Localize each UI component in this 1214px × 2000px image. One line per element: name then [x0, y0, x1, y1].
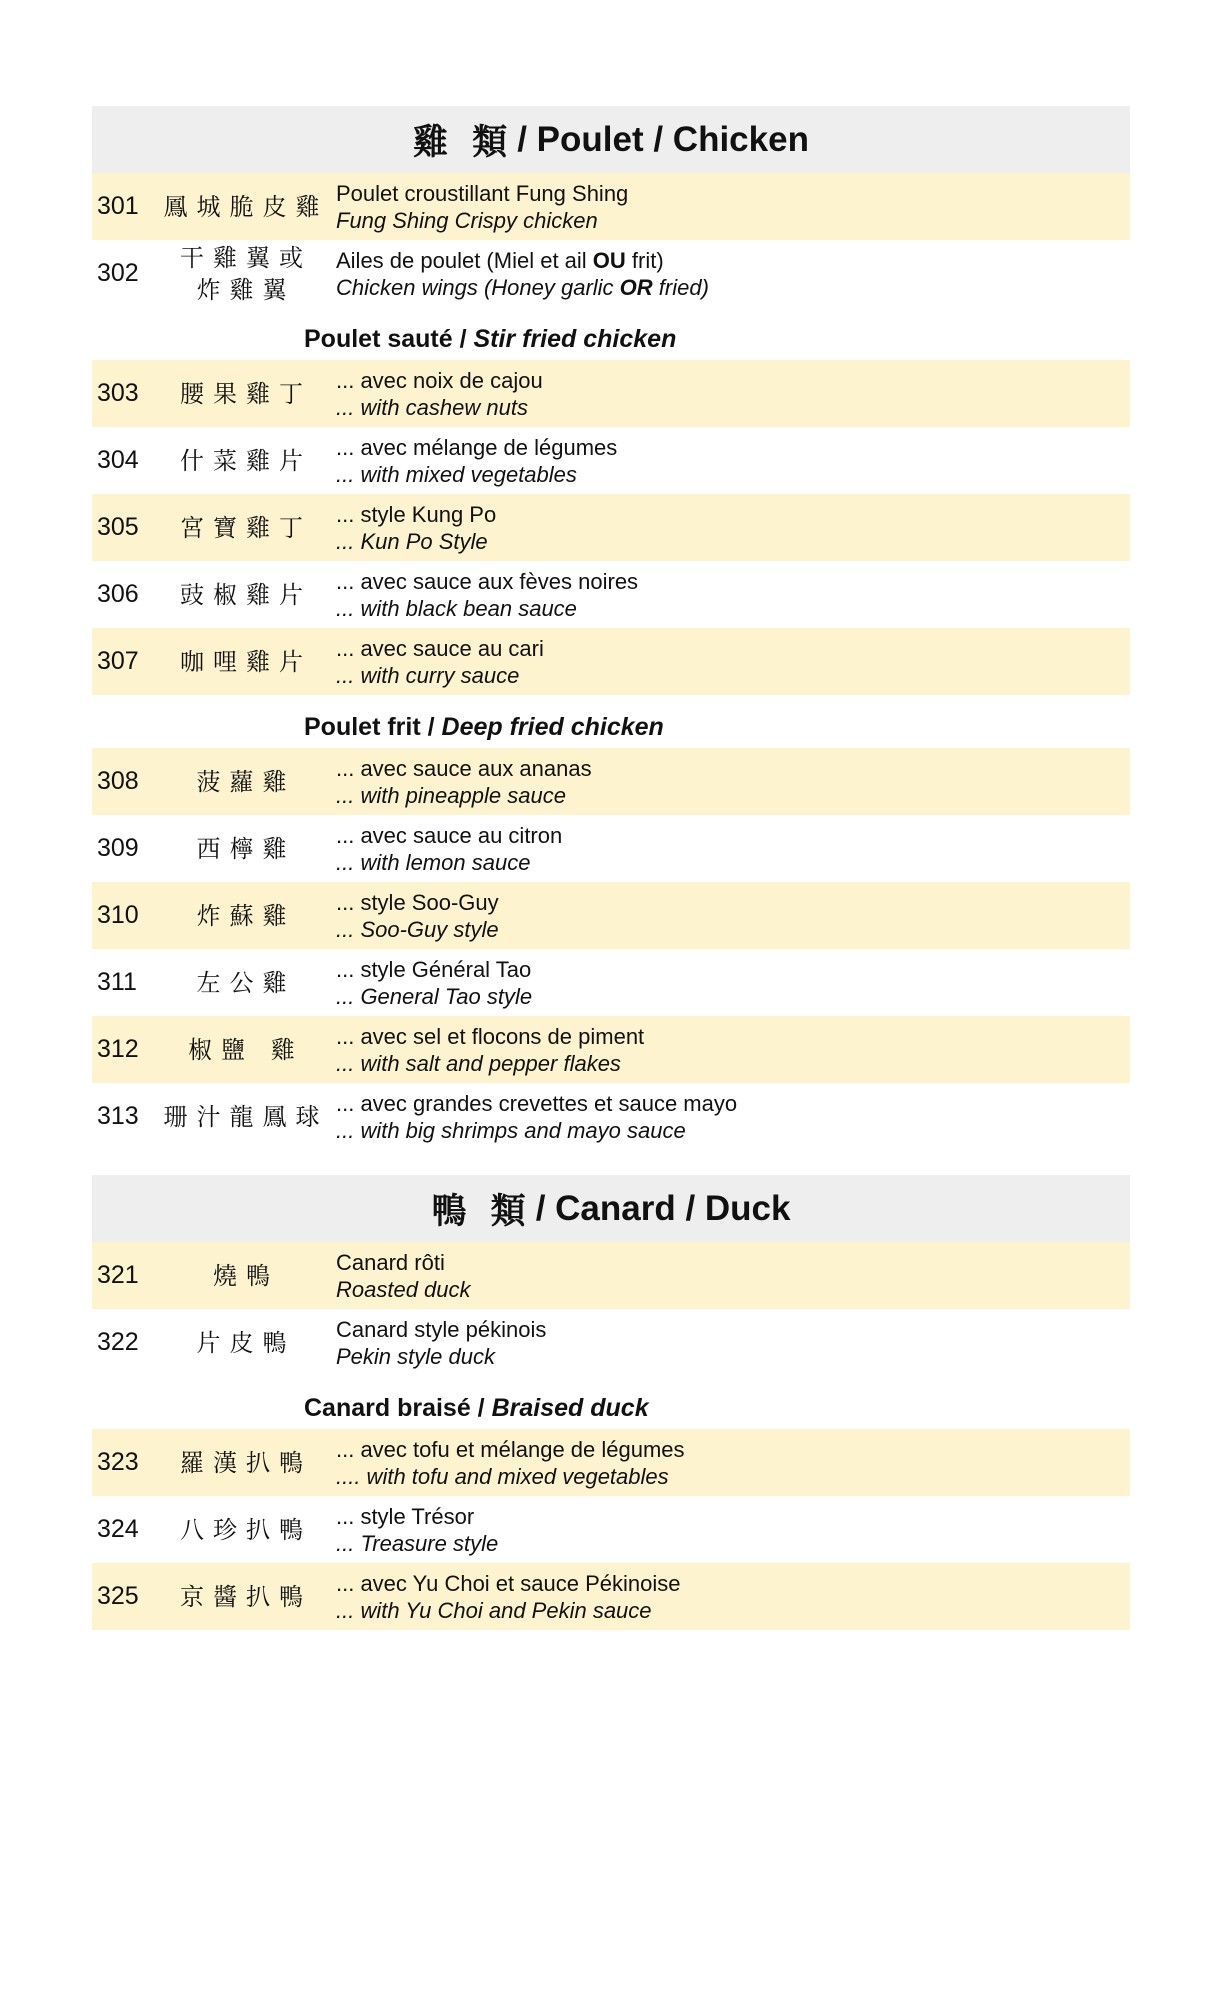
- menu-item-305: [92, 494, 1130, 561]
- menu-item-322: [92, 1309, 1130, 1376]
- item-name-zh: 椒鹽 雞: [188, 1035, 304, 1064]
- menu-item-304: [92, 427, 1130, 494]
- item-name-zh: 珊汁龍鳳球: [163, 1102, 329, 1131]
- item-number: 302: [97, 259, 139, 287]
- braised-duck-list: [92, 1429, 1130, 1630]
- subheader-fr: Canard braisé /: [304, 1394, 485, 1422]
- menu-item-311: [92, 949, 1130, 1016]
- menu-item-324: [92, 1496, 1130, 1563]
- item-name-zh: 咖哩雞片: [180, 647, 312, 676]
- item-name-zh: 左公雞: [196, 968, 296, 997]
- item-name-en: Roasted duck: [336, 1276, 471, 1302]
- item-name-fr: ... avec mélange de légumes: [336, 434, 618, 460]
- item-name-zh: 腰果雞丁: [180, 379, 312, 408]
- item-number: 305: [97, 513, 139, 541]
- item-name-fr: ... avec noix de cajou: [336, 367, 543, 393]
- menu-item-325: [92, 1563, 1130, 1630]
- item-description: [333, 635, 1130, 689]
- item-name-zh: [159, 242, 333, 306]
- section-title: / Poulet / Chicken: [517, 119, 809, 159]
- item-name-en: ... with big shrimps and mayo sauce: [336, 1117, 686, 1143]
- subheader-fr: Poulet frit /: [304, 713, 435, 741]
- item-description: [333, 822, 1130, 876]
- item-name-en: ... with Yu Choi and Pekin sauce: [336, 1597, 652, 1623]
- item-name-en: .... with tofu and mixed vegetables: [336, 1463, 669, 1489]
- deep-fried-list: [92, 748, 1130, 1150]
- item-description: [333, 1570, 1130, 1624]
- item-name-zh: 羅漢扒鴨: [180, 1448, 312, 1477]
- item-number: 321: [97, 1261, 139, 1289]
- section-title: / Canard / Duck: [535, 1188, 791, 1228]
- item-number: 308: [97, 767, 139, 795]
- subheader-stir-fried: [92, 307, 1130, 360]
- item-name-en: ... with lemon sauce: [336, 849, 531, 875]
- item-name-fr: ... style Trésor: [336, 1503, 475, 1529]
- section-header-duck: [92, 1175, 1130, 1242]
- item-name-en: ... with cashew nuts: [336, 394, 528, 420]
- stir-fried-list: [92, 360, 1130, 695]
- item-description: [333, 180, 1130, 234]
- item-description: [333, 1023, 1130, 1077]
- item-name-zh: 片皮鴨: [196, 1328, 296, 1357]
- item-name-en: Pekin style duck: [336, 1343, 495, 1369]
- item-name-zh-line2: 炸雞翼: [196, 275, 296, 304]
- item-name-zh: 豉椒雞片: [180, 580, 312, 609]
- item-number: 312: [97, 1035, 139, 1063]
- item-name-zh: 京醬扒鴨: [180, 1582, 312, 1611]
- item-name-zh: 八珍扒鴨: [180, 1515, 312, 1544]
- item-description: [333, 434, 1130, 488]
- item-name-fr: ... avec sauce aux fèves noires: [336, 568, 639, 594]
- item-name-en: Fung Shing Crispy chicken: [336, 207, 598, 233]
- menu-item-303: [92, 360, 1130, 427]
- item-number: 310: [97, 901, 139, 929]
- section-title-zh: 鴨 類: [431, 1191, 532, 1232]
- item-name-fr: Poulet croustillant Fung Shing: [336, 180, 629, 206]
- section-title-zh: 雞 類: [413, 122, 514, 163]
- subheader-fr: Poulet sauté /: [304, 325, 467, 353]
- item-name-fr: ... avec sauce au citron: [336, 822, 563, 848]
- item-name-en: ... with pineapple sauce: [336, 782, 566, 808]
- item-name-fr: ... style Général Tao: [336, 956, 532, 982]
- item-description: [333, 247, 1130, 301]
- item-name-fr: ... avec sel et flocons de piment: [336, 1023, 645, 1049]
- menu-item-301: [92, 173, 1130, 240]
- item-name-en: ... Treasure style: [336, 1530, 499, 1556]
- item-description: [333, 755, 1130, 809]
- item-description: [333, 1249, 1130, 1303]
- menu-item-310: [92, 882, 1130, 949]
- item-number: 311: [97, 968, 137, 996]
- item-name-zh-line1: 干雞翼或: [180, 243, 312, 272]
- item-number: 322: [97, 1328, 139, 1356]
- item-number: 313: [97, 1102, 139, 1130]
- duck-list: [92, 1242, 1130, 1376]
- item-description: [333, 956, 1130, 1010]
- item-name-en: ... with curry sauce: [336, 662, 520, 688]
- item-number: 303: [97, 379, 139, 407]
- item-name-zh: 菠蘿雞: [196, 767, 296, 796]
- item-name-fr: Canard rôti: [336, 1249, 445, 1275]
- item-name-zh: 什菜雞片: [180, 446, 312, 475]
- item-name-fr: ... avec Yu Choi et sauce Pékinoise: [336, 1570, 681, 1596]
- menu-item-312: [92, 1016, 1130, 1083]
- item-name-en: ... Kun Po Style: [336, 528, 488, 554]
- subheader-en: Braised duck: [491, 1394, 649, 1422]
- item-name-zh: 鳳城脆皮雞: [163, 192, 329, 221]
- subheader-deep-fried: [92, 695, 1130, 748]
- item-name-fr: ... style Kung Po: [336, 501, 497, 527]
- item-description: [333, 568, 1130, 622]
- subheader-braised: [92, 1376, 1130, 1429]
- item-name-en: ... with mixed vegetables: [336, 461, 577, 487]
- item-number: 307: [97, 647, 139, 675]
- menu-item-309: [92, 815, 1130, 882]
- item-number: 304: [97, 446, 139, 474]
- menu-item-323: [92, 1429, 1130, 1496]
- section-header-chicken: [92, 106, 1130, 173]
- item-name-zh: 炸蘇雞: [196, 901, 296, 930]
- item-name-fr-emphasis: OU: [592, 247, 626, 273]
- item-name-fr: ... avec tofu et mélange de légumes: [336, 1436, 685, 1462]
- item-name-zh: 燒鴨: [213, 1261, 279, 1290]
- menu-item-306: [92, 561, 1130, 628]
- item-name-en-part: Chicken wings (Honey garlic: [336, 274, 620, 300]
- item-name-en: ... Soo-Guy style: [336, 916, 499, 942]
- menu-page: [92, 106, 1130, 1630]
- item-number: 309: [97, 834, 139, 862]
- subheader-en: Stir fried chicken: [473, 325, 677, 353]
- menu-item-321: [92, 1242, 1130, 1309]
- item-name-en: ... General Tao style: [336, 983, 533, 1009]
- item-name-fr: [336, 247, 1130, 274]
- section-gap: [92, 1150, 1130, 1175]
- menu-item-308: [92, 748, 1130, 815]
- item-name-fr: ... style Soo-Guy: [336, 889, 499, 915]
- item-description: [333, 1436, 1130, 1490]
- item-name-zh: 西檸雞: [196, 834, 296, 863]
- item-number: 324: [97, 1515, 139, 1543]
- item-description: [333, 1316, 1130, 1370]
- subheader-en: Deep fried chicken: [441, 713, 664, 741]
- item-name-fr-part: Ailes de poulet (Miel et ail: [336, 247, 593, 273]
- item-name-fr: Canard style pékinois: [336, 1316, 547, 1342]
- item-name-en: ... with black bean sauce: [336, 595, 577, 621]
- item-number: 325: [97, 1582, 139, 1610]
- item-number: 306: [97, 580, 139, 608]
- item-description: [333, 501, 1130, 555]
- item-description: [333, 1090, 1130, 1144]
- item-name-zh: 宮寶雞丁: [180, 513, 312, 542]
- item-name-fr: ... avec grandes crevettes et sauce mayo: [336, 1090, 738, 1116]
- item-description: [333, 1503, 1130, 1557]
- menu-item-313: [92, 1083, 1130, 1150]
- menu-item-307: [92, 628, 1130, 695]
- item-name-fr: ... avec sauce au cari: [336, 635, 544, 661]
- item-description: [333, 367, 1130, 421]
- item-name-en: [336, 274, 1130, 301]
- item-name-en-emphasis: OR: [619, 274, 653, 300]
- item-name-en-part: fried): [652, 274, 709, 300]
- item-name-fr: ... avec sauce aux ananas: [336, 755, 592, 781]
- item-name-en: ... with salt and pepper flakes: [336, 1050, 621, 1076]
- item-name-fr-part: frit): [625, 247, 664, 273]
- menu-item-302: [92, 240, 1130, 307]
- item-description: [333, 889, 1130, 943]
- item-number: 323: [97, 1448, 139, 1476]
- item-number: 301: [97, 192, 139, 220]
